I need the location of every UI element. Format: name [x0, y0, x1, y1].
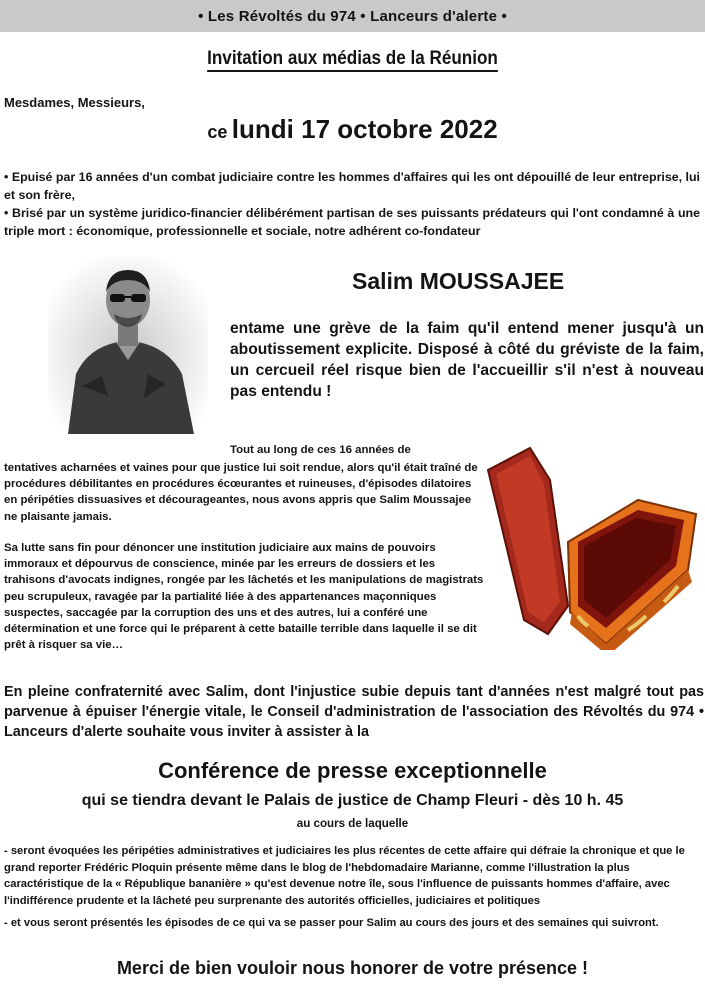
event-date-prefix: ce — [207, 122, 228, 142]
conference-small-note: au cours de laquelle — [296, 817, 409, 830]
portrait-photo — [48, 256, 208, 434]
event-date-value: lundi 17 octobre 2022 — [231, 114, 498, 144]
coffin-illustration — [478, 430, 698, 650]
details-list — [4, 843, 702, 938]
conference-subtitle: qui se tiendra devant le Palais de justice de Champ Fleuri - dès 10 h. 45 — [81, 792, 624, 809]
event-date — [0, 114, 705, 145]
paragraph2: Sa lutte sans fin pour dénoncer une institution judiciaire aux mains de pouvoirs immoraux et dépourvus de conscience, minée par les erreurs de dossiers et les trahisons d'avocats indignes, rongée par les lâchetés et les manipulations de magistrats peu scrupuleux, ravagée par la partialité liée à des appartenances maçonniques suspectes, saccagée par la corruption des uns et des autres, lui a conféré une détermination et une force qui le préparent à cette bataille terrible dans laquelle il se dit prêt à risquer sa vie… — [4, 542, 484, 652]
details-item: - et vous seront présentés les épisodes de ce qui va se passer pour Salim au cours des jours et des semaines qui suivront. — [4, 917, 659, 929]
intro-bullet: • Epuisé par 16 années d'un combat judiciaire contre les hommes d'affaires qui les ont dépouillé de leur entreprise, lui et son frère, — [4, 170, 700, 202]
solidarity-paragraph: En pleine confraternité avec Salim, dont l'injustice subie depuis tant d'années n'est malgré tout pas parvenue à épuiser l'énergie vitale, le Conseil d'administration de l'association des Révoltés du 974 • Lanceurs d'alerte souhaite vous inviter à assister à la — [4, 684, 704, 740]
header-banner — [0, 0, 705, 32]
paragraph1: tentatives acharnées et vaines pour que justice lui soit rendue, alors qu'il était traîné de procédures débilitantes en procédures écœurantes et ruineuses, d'épisodes dilatoires en péripéties dissuasives et décourageantes, nous avons appris que Salim Moussajee ne plaisante jamais. — [4, 462, 478, 523]
header-banner-text: • Les Révoltés du 974 • Lanceurs d'alerte • — [198, 7, 507, 25]
conference-title: Conférence de presse exceptionnelle — [158, 758, 547, 783]
hunger-strike-text: entame une grève de la faim qu'il entend mener jusqu'à un aboutissement explicite. Disposé à côté du gréviste de la faim, un cercueil réel risque bien de l'accueillir s'il n'est à nouveau pas entendu ! — [230, 320, 704, 400]
page-title — [35, 48, 670, 70]
greeting: Mesdames, Messieurs, — [4, 95, 145, 110]
paragraph1-lead: Tout au long de ces 16 années de — [230, 444, 411, 456]
intro-bullets — [4, 168, 700, 240]
details-item: - seront évoquées les péripéties administratives et judiciaires les plus récentes de cette affaire qui défraie la chronique et que le grand reporter Frédéric Ploquin présente même dans le blog de l'hebdomadaire Marianne, comme l'illustration la plus caractéristique de la « République bananière » qu'est devenue notre île, sous l'influence de puissants hommes d'affaire, avec l'indifférence prudente et la lâcheté peu surprenante des autorités officielles, judiciaires et politiques — [4, 845, 685, 907]
page-title-text: Invitation aux médias de la Réunion — [207, 48, 498, 72]
closing-line: Merci de bien vouloir nous honorer de votre présence ! — [116, 958, 589, 978]
intro-bullet: • Brisé par un système juridico-financier délibérément partisan de ses puissants prédateurs qui l'ont condamné à une triple mort : économique, professionnelle et sociale, notre adhérent co-fondateur — [4, 206, 700, 238]
person-name: Salim MOUSSAJEE — [352, 268, 565, 294]
